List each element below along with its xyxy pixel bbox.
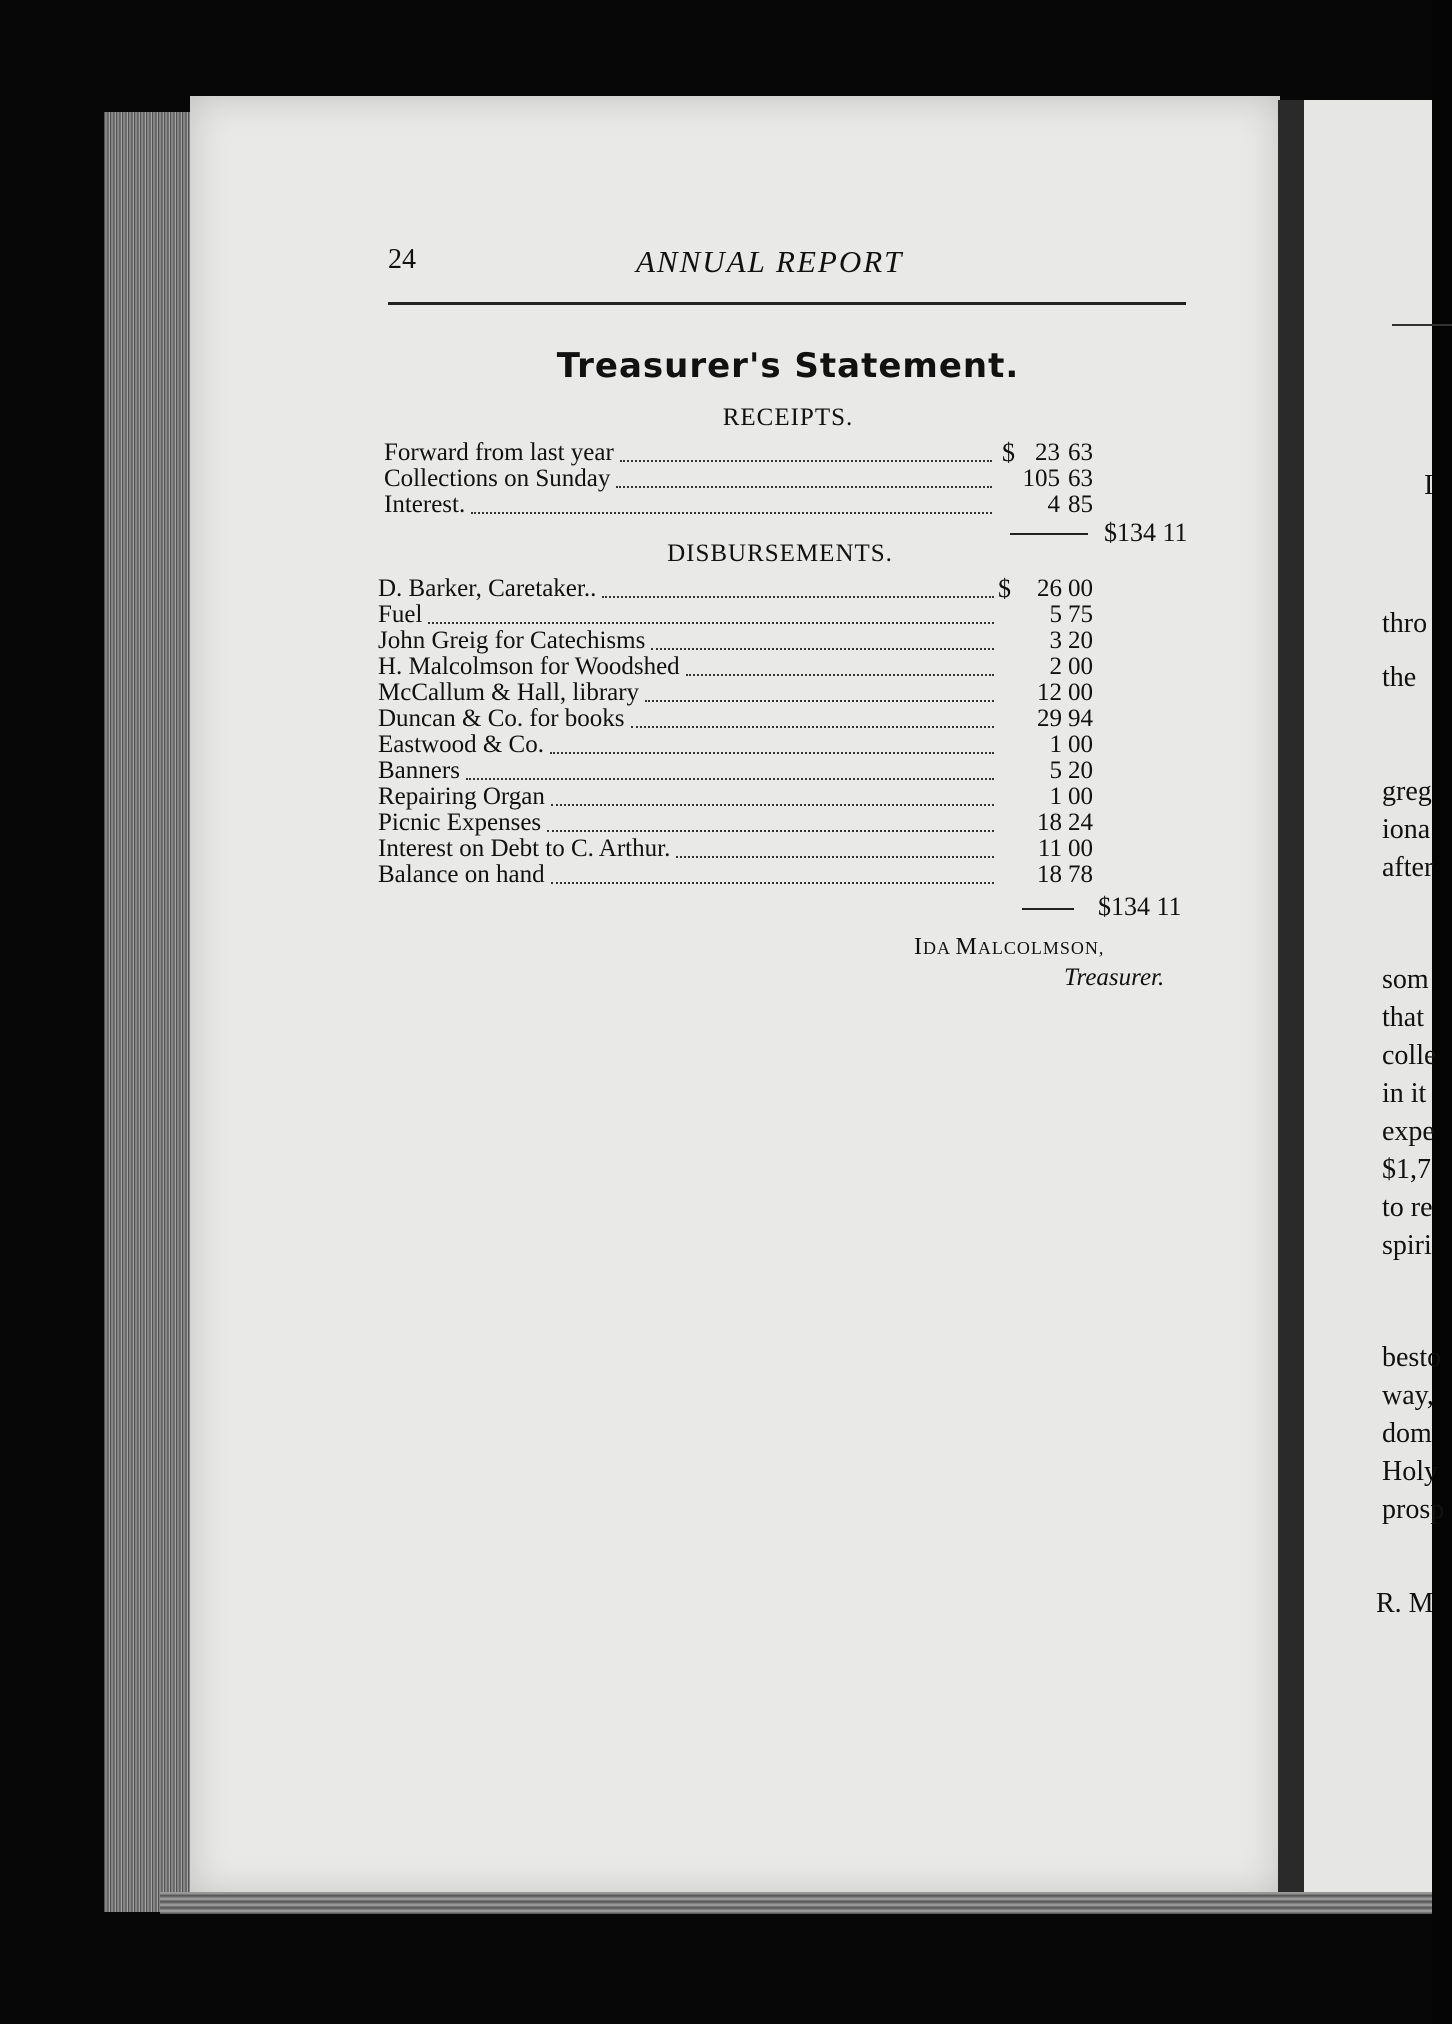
- facing-page-fragment: dom: [1382, 1418, 1432, 1449]
- signature-role: Treasurer.: [1064, 964, 1165, 991]
- receipts-heading: RECEIPTS.: [722, 404, 854, 431]
- facing-page-fragment: way,: [1382, 1380, 1434, 1411]
- leader-dots: [651, 622, 994, 650]
- amount-cents: 63: [1068, 465, 1093, 492]
- facing-page-fragment: spiri: [1382, 1230, 1432, 1261]
- disbursements-total: $134 11: [1098, 892, 1182, 921]
- leader-dots: [620, 434, 992, 462]
- facing-page-fragment: som: [1382, 964, 1429, 995]
- amount-dollars: 18: [1037, 861, 1062, 888]
- running-title: ANNUAL REPORT: [636, 244, 904, 279]
- leader-dots: [631, 700, 995, 728]
- signature-first-rest: DA: [923, 938, 956, 958]
- ledger-label: Collections on Sunday: [384, 465, 611, 492]
- facing-page-fragment: after: [1382, 852, 1434, 883]
- leader-dots: [551, 778, 994, 806]
- leader-dots: [471, 486, 992, 514]
- disbursements-list: [378, 576, 1178, 888]
- disbursements-heading: DISBURSEMENTS.: [667, 540, 893, 567]
- facing-page-fragment: I: [1424, 470, 1434, 501]
- amount-dollars: 2: [1049, 653, 1062, 680]
- book-gutter: [1278, 100, 1304, 1910]
- signature-surname-rest: ALCOLMSON,: [977, 938, 1105, 958]
- leader-dots: [602, 570, 994, 598]
- leader-dots: [550, 726, 994, 754]
- disbursements-subtotal-rule: [1022, 908, 1074, 910]
- ledger-label: Forward from last year: [384, 439, 614, 466]
- amount-dollars: 18: [1037, 809, 1062, 836]
- ledger-label: Repairing Organ: [378, 783, 545, 810]
- facing-page-fragment: to re: [1382, 1192, 1433, 1223]
- leader-dots: [547, 804, 994, 832]
- facing-page-fragment: the: [1382, 662, 1417, 693]
- amount-dollars: 5: [1049, 601, 1062, 628]
- running-head: [388, 244, 1188, 284]
- dollar-sign: $: [998, 574, 1011, 603]
- receipts-total: $134 11: [1104, 518, 1188, 547]
- leader-dots: [686, 648, 994, 676]
- amount-dollars: 105: [1022, 465, 1060, 492]
- amount-cents: 00: [1068, 575, 1093, 602]
- amount-cents: 63: [1068, 439, 1093, 466]
- ledger-row: [384, 492, 1184, 518]
- leader-dots: [645, 674, 994, 702]
- facing-page-rule: [1392, 324, 1452, 326]
- book-bottom-edge: [160, 1892, 1432, 1914]
- amount-dollars: 4: [1047, 491, 1060, 518]
- ledger-label: Picnic Expenses: [378, 809, 542, 836]
- leader-dots: [428, 596, 994, 624]
- ledger-label: Interest.: [384, 491, 466, 518]
- ledger-label: Banners: [378, 757, 460, 784]
- ledger-label: John Greig for Catechisms: [378, 627, 646, 654]
- leader-dots: [551, 856, 994, 884]
- facing-page-fragment: R. M: [1376, 1588, 1434, 1619]
- facing-page-fragment: besto: [1382, 1342, 1442, 1373]
- facing-page-fragment: $1,7: [1382, 1154, 1431, 1185]
- signature-surname-initial: M: [955, 934, 978, 960]
- ledger-label: D. Barker, Caretaker..: [378, 575, 597, 602]
- ledger-label: H. Malcolmson for Woodshed: [378, 653, 680, 680]
- amount-cents: 20: [1068, 627, 1093, 654]
- amount-dollars: 11: [1037, 835, 1062, 862]
- signature-name: [914, 934, 1104, 961]
- ledger-label: Duncan & Co. for books: [378, 705, 625, 732]
- ledger-label: Fuel: [378, 601, 423, 628]
- facing-page-fragment: that: [1382, 1002, 1424, 1033]
- amount-cents: 24: [1068, 809, 1093, 836]
- ledger-label: Eastwood & Co.: [378, 731, 544, 758]
- ledger-label: Interest on Debt to C. Arthur.: [378, 835, 671, 862]
- amount-dollars: 12: [1037, 679, 1062, 706]
- ledger-label: McCallum & Hall, library: [378, 679, 640, 706]
- facing-page-fragment: expe: [1382, 1116, 1435, 1147]
- ledger-label: Balance on hand: [378, 861, 545, 888]
- leader-dots: [616, 460, 992, 488]
- facing-page-fragment: prosp: [1382, 1494, 1445, 1525]
- facing-page-fragment: colle: [1382, 1040, 1437, 1071]
- book-page-edges: [104, 112, 204, 1912]
- page-number: 24: [388, 244, 416, 275]
- facing-page-fragment: thro: [1382, 608, 1428, 639]
- statement-title: Treasurer's Statement.: [556, 346, 1020, 386]
- amount-cents: 00: [1068, 731, 1093, 758]
- amount-cents: 00: [1068, 679, 1093, 706]
- amount-cents: 00: [1068, 783, 1093, 810]
- amount-cents: 85: [1068, 491, 1093, 518]
- amount-dollars: 23: [1035, 439, 1060, 466]
- receipts-subtotal-rule: [1010, 533, 1088, 535]
- amount-dollars: 26: [1037, 575, 1062, 602]
- amount-cents: 94: [1068, 705, 1093, 732]
- receipts-list: [384, 440, 1184, 518]
- dollar-sign: $: [1002, 438, 1015, 467]
- ledger-row: [378, 862, 1178, 888]
- leader-dots: [676, 830, 994, 858]
- facing-page-fragment: in it: [1382, 1078, 1427, 1109]
- header-rule: [388, 302, 1186, 305]
- amount-dollars: 3: [1049, 627, 1062, 654]
- amount-dollars: 1: [1049, 783, 1062, 810]
- amount-cents: 78: [1068, 861, 1093, 888]
- leader-dots: [466, 752, 994, 780]
- amount-dollars: 5: [1049, 757, 1062, 784]
- amount-cents: 00: [1068, 835, 1093, 862]
- amount-dollars: 29: [1037, 705, 1062, 732]
- facing-page-fragment: Holy: [1382, 1456, 1438, 1487]
- facing-page-fragment: greg: [1382, 776, 1432, 807]
- signature-first-initial: I: [914, 934, 923, 960]
- amount-cents: 75: [1068, 601, 1093, 628]
- amount-cents: 20: [1068, 757, 1093, 784]
- amount-dollars: 1: [1049, 731, 1062, 758]
- facing-page-fragment: iona: [1382, 814, 1431, 845]
- amount-cents: 00: [1068, 653, 1093, 680]
